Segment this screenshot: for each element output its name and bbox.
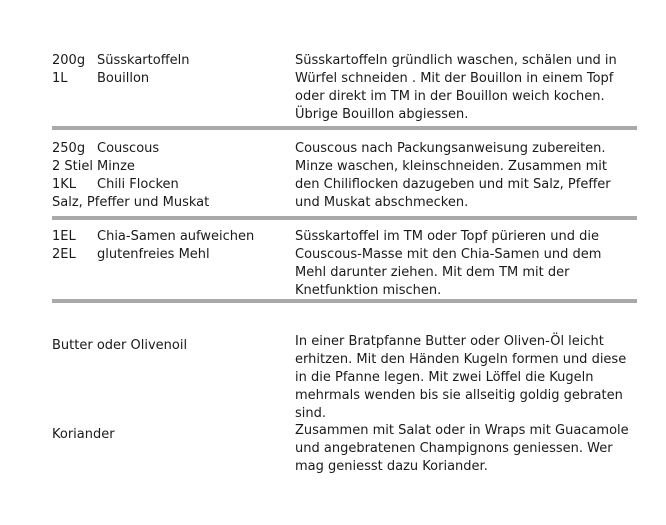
ingredient-name: Süsskartoffeln bbox=[97, 53, 190, 68]
ingredient-line bbox=[52, 140, 287, 158]
ingredient-line bbox=[52, 176, 287, 194]
ingredient-name: Minze bbox=[97, 159, 135, 174]
instruction-text: Süsskartoffeln gründlich waschen, schälen und in Würfel schneiden . Mit der Bouillon in einem Topf oder direkt im TM in der Bouillon weich kochen. Übrige Bouillon abgiessen. bbox=[295, 53, 617, 122]
instruction-text: Süsskartoffel im TM oder Topf pürieren und die Couscous-Masse mit den Chia-Samen und dem Mehl darunter ziehen. Mit dem TM mit der Knetfunktion mischen. bbox=[295, 229, 602, 298]
ingredient-qty: 2EL bbox=[52, 247, 76, 262]
ingredient-extra: Koriander bbox=[52, 427, 115, 442]
ingredient-list bbox=[52, 52, 287, 88]
ingredient-name: Chia-Samen aufweichen bbox=[97, 229, 255, 244]
ingredient-list bbox=[52, 140, 287, 212]
ingredient-line bbox=[52, 228, 287, 246]
instruction-text: Couscous nach Packungsanweisung zubereiten. Minze waschen, kleinschneiden. Zusammen mit den Chiliflocken dazugeben und mit Salz, Pfeffer und Muskat abschmecken. bbox=[295, 141, 611, 210]
ingredient-qty: 200g bbox=[52, 53, 86, 68]
section-divider bbox=[52, 126, 637, 130]
ingredient-name: Bouillon bbox=[97, 71, 150, 86]
ingredient-name: Chili Flocken bbox=[97, 177, 179, 192]
ingredient-qty: 1KL bbox=[52, 177, 77, 192]
ingredient-name: glutenfreies Mehl bbox=[97, 247, 210, 262]
ingredient-extra: Salz, Pfeffer und Muskat bbox=[52, 195, 210, 210]
ingredient-qty: 2 Stiel bbox=[52, 159, 93, 174]
section-divider bbox=[52, 299, 637, 303]
ingredient-qty: 1L bbox=[52, 71, 68, 86]
ingredient-extra: Butter oder Olivenoil bbox=[52, 338, 188, 353]
section-divider bbox=[52, 216, 637, 220]
ingredient-name: Couscous bbox=[97, 141, 160, 156]
ingredient-line bbox=[52, 52, 287, 70]
ingredient-list bbox=[52, 333, 287, 355]
instruction-text: In einer Bratpfanne Butter oder Oliven-Öl leicht erhitzen. Mit den Händen Kugeln formen und diese in die Pfanne legen. Mit zwei Löffel die Kugeln mehrmals wenden bis sie allseitig goldig gebraten sind. bbox=[295, 334, 627, 421]
instruction-text: Zusammen mit Salat oder in Wraps mit Guacamole und angebratenen Champignons geniessen. Wer mag geniesst dazu Koriander. bbox=[295, 423, 629, 474]
ingredient-qty: 250g bbox=[52, 141, 86, 156]
ingredient-line bbox=[52, 158, 287, 176]
ingredient-list bbox=[52, 422, 287, 444]
ingredient-line bbox=[52, 70, 287, 88]
ingredient-list bbox=[52, 228, 287, 264]
ingredient-qty: 1EL bbox=[52, 229, 76, 244]
ingredient-line bbox=[52, 246, 287, 264]
